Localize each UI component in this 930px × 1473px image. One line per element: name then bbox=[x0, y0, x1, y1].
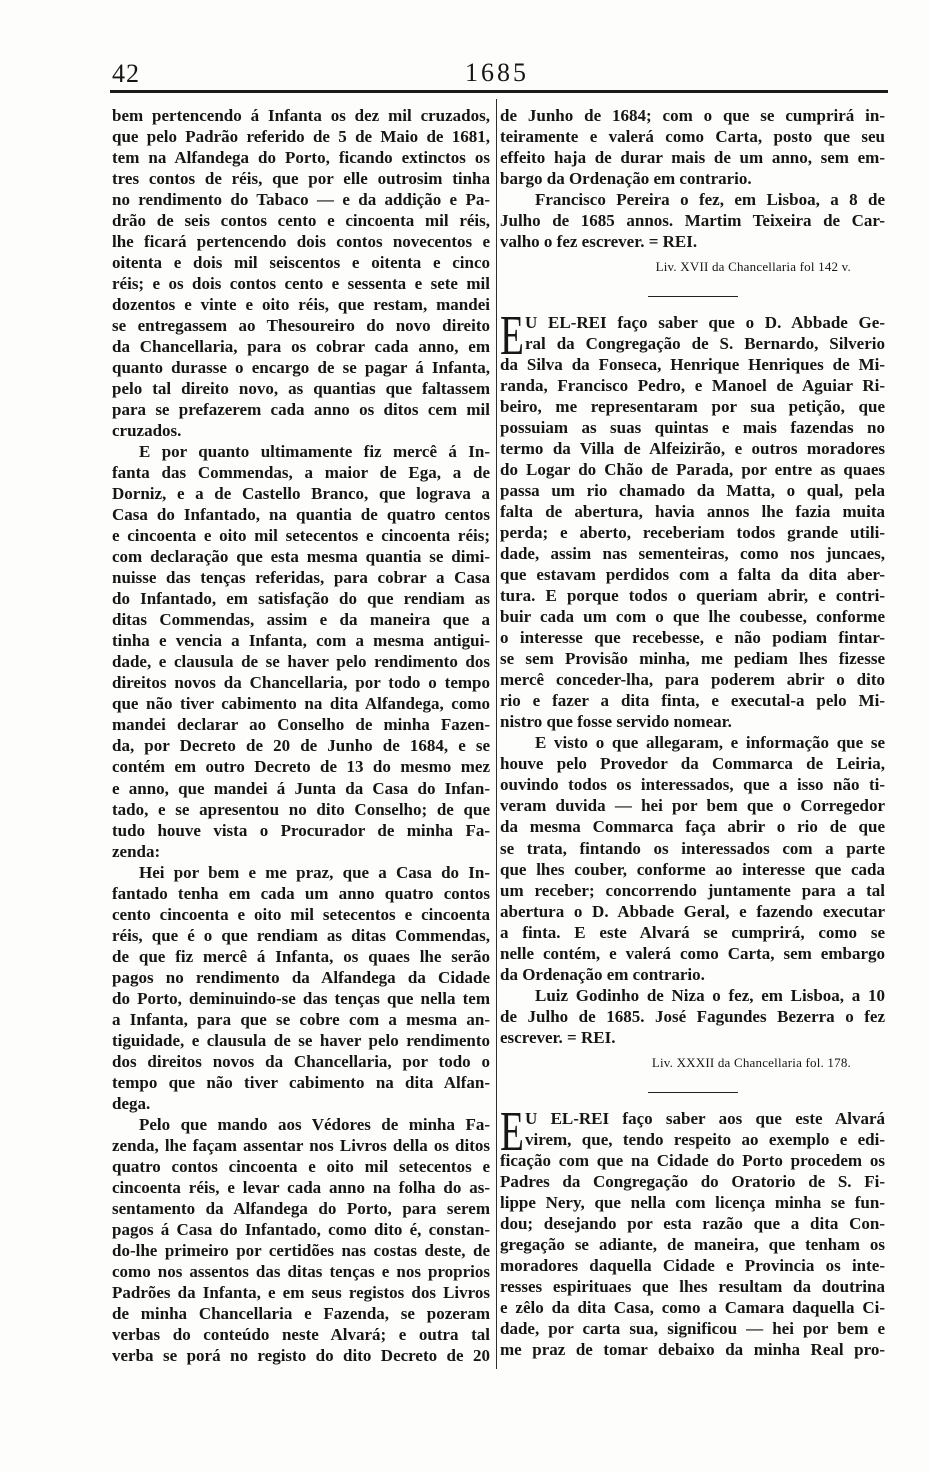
line-text: Padres da Congregação do Oratorio de S. Fi- bbox=[500, 1171, 885, 1191]
line-text: com declaração que esta mesma quantia se dimi- bbox=[112, 547, 490, 567]
text-line bbox=[112, 883, 490, 904]
signature-paragraph bbox=[500, 189, 885, 252]
text-line bbox=[112, 483, 490, 504]
line-text: tudo houve vista o Procurador de minha Fa- bbox=[112, 820, 490, 840]
text-line bbox=[500, 105, 885, 126]
text-line bbox=[112, 441, 490, 462]
text-line bbox=[500, 1255, 885, 1276]
line-text: houve pelo Provedor da Commarca de Leiria, bbox=[500, 754, 885, 774]
left-column bbox=[112, 105, 490, 1366]
line-text: tres contos de réis, que por elle outrosim tinha bbox=[112, 169, 490, 189]
line-text: dade, por carta sua, significou — hei por bem e bbox=[500, 1318, 885, 1338]
line-text: e anno, que mandei á Junta da Casa do Infan- bbox=[112, 778, 490, 798]
text-line bbox=[500, 231, 885, 252]
text-line bbox=[500, 1150, 885, 1171]
text-line bbox=[500, 333, 885, 354]
text-line bbox=[500, 147, 885, 168]
text-line bbox=[500, 126, 885, 147]
text-line bbox=[112, 1156, 490, 1177]
line-text: tempo que não tiver cabimento na dita Alfan- bbox=[112, 1072, 490, 1092]
text-line bbox=[112, 1177, 490, 1198]
line-text: do-lhe primeiro por certidões nas costas deste, de bbox=[112, 1240, 490, 1260]
line-text: réis, que é o que rendiam as ditas Commendas, bbox=[112, 925, 490, 945]
line-text: dega. bbox=[112, 1093, 151, 1113]
paragraph bbox=[112, 1114, 490, 1366]
text-line bbox=[112, 946, 490, 967]
paragraph bbox=[112, 862, 490, 1114]
line-text: réis; e os dois contos cento e sessenta e sete mil bbox=[112, 274, 490, 294]
text-line bbox=[112, 126, 490, 147]
text-line bbox=[500, 438, 885, 459]
line-text: do Porto, deminuindo-se das tenças que nella tem bbox=[112, 988, 490, 1008]
line-text: Francisco Pereira o fez, em Lisboa, a 8 de bbox=[535, 190, 885, 210]
text-line bbox=[500, 795, 885, 816]
drop-cap: E bbox=[500, 305, 524, 368]
line-text: zenda, lhe façam assentar nos Livros della os ditos bbox=[112, 1135, 490, 1155]
line-text: se entregassem ao Thesoureiro do novo direito bbox=[112, 316, 490, 336]
line-text: a Infanta, para que se cobre com a mesma an- bbox=[112, 1009, 490, 1029]
text-line bbox=[112, 1072, 490, 1093]
line-text: de Junho de 1684; com o que se cumprirá in- bbox=[500, 106, 885, 125]
text-line bbox=[112, 588, 490, 609]
text-line bbox=[500, 880, 885, 901]
section-separator bbox=[648, 1092, 738, 1093]
line-text: de minha Chancellaria e Fazenda, se pozeram bbox=[112, 1303, 490, 1323]
text-line bbox=[500, 964, 885, 985]
line-text: Pelo que mando aos Védores de minha Fa- bbox=[139, 1114, 490, 1134]
line-text: dade, assim nas sementeiras, como nos juncaes, bbox=[500, 544, 885, 564]
line-text: nistro que fosse servido nomear. bbox=[500, 712, 732, 732]
text-line bbox=[500, 1276, 885, 1297]
text-line bbox=[112, 273, 490, 294]
line-text: fantado tenha em cada um anno quatro contos bbox=[112, 883, 490, 903]
text-line bbox=[500, 1108, 885, 1129]
line-text: ficação com que na Cidade do Porto procedem os bbox=[500, 1150, 885, 1170]
text-line bbox=[500, 417, 885, 438]
header-rule bbox=[110, 90, 888, 93]
text-line bbox=[500, 1027, 885, 1048]
text-line bbox=[112, 147, 490, 168]
line-text: se sem Provisão minha, me pediam lhes fizesse bbox=[500, 649, 885, 669]
text-line bbox=[500, 816, 885, 837]
line-text: lippe Nery, que nella com licença minha se fun- bbox=[500, 1192, 885, 1212]
line-text: a finta. E este Alvará se cumprirá, como se bbox=[500, 922, 885, 942]
line-text: tado, e se apresentou no dito Conselho; de que bbox=[112, 799, 490, 819]
text-line bbox=[500, 1213, 885, 1234]
text-line bbox=[500, 543, 885, 564]
text-line bbox=[500, 189, 885, 210]
line-text: ral da Congregação de S. Bernardo, Silverio bbox=[525, 334, 885, 354]
line-text: dos direitos novos da Chancellaria, por todo o bbox=[112, 1051, 490, 1071]
text-line bbox=[500, 922, 885, 943]
text-line bbox=[112, 862, 490, 883]
line-text: pagos no rendimento da Alfandega da Cidade bbox=[112, 967, 490, 987]
line-text: do Infantado, em satisfação do que rendiam as bbox=[112, 589, 490, 609]
line-text: U EL-REI faço saber que o D. Abbade Ge- bbox=[525, 313, 885, 333]
line-text: que lhes couber, conforme ao interesse que cada bbox=[500, 859, 885, 879]
text-line bbox=[500, 1006, 885, 1027]
line-text: tem na Alfandega do Porto, ficando extinctos os bbox=[112, 148, 490, 168]
text-line bbox=[500, 210, 885, 231]
line-text: de Julho de 1685. José Fagundes Bezerra o fez bbox=[500, 1006, 885, 1026]
text-line bbox=[112, 1051, 490, 1072]
text-line bbox=[112, 820, 490, 841]
line-text: ouvindo todos os interessados, que a isso não ti- bbox=[500, 775, 885, 795]
line-text: veram duvida — hei por bem que o Corregedor bbox=[500, 796, 885, 816]
line-text: escrever. = REI. bbox=[500, 1027, 616, 1047]
line-text: drão de seis contos cento e cincoenta mil réis, bbox=[112, 211, 490, 231]
text-line bbox=[112, 1324, 490, 1345]
line-text: tura. E porque todos o queriam abrir, e contri- bbox=[500, 586, 885, 606]
text-line bbox=[112, 1240, 490, 1261]
text-line bbox=[112, 841, 490, 862]
line-text: e zêlo da dita Casa, como a Camara daquella Ci- bbox=[500, 1297, 885, 1317]
text-line bbox=[500, 711, 885, 732]
text-line bbox=[112, 1093, 490, 1114]
text-line bbox=[112, 1261, 490, 1282]
text-line bbox=[500, 501, 885, 522]
text-line bbox=[112, 420, 490, 441]
line-text: nuisse das tenças referidas, para cobrar a Casa bbox=[112, 568, 490, 588]
line-text: E por quanto ultimamente fiz mercê á In- bbox=[139, 442, 490, 462]
text-line bbox=[112, 1114, 490, 1135]
line-text: zenda: bbox=[112, 841, 161, 861]
text-line bbox=[112, 672, 490, 693]
text-line bbox=[500, 1171, 885, 1192]
text-line bbox=[500, 774, 885, 795]
text-line bbox=[112, 567, 490, 588]
line-text: valho o fez escrever. = REI. bbox=[500, 232, 698, 252]
paragraph bbox=[500, 105, 885, 189]
page-number: 42 bbox=[112, 59, 140, 88]
decree-section bbox=[500, 305, 885, 1073]
right-column bbox=[500, 105, 885, 1360]
line-text: gregação se adiante, de maneira, que tenham os bbox=[500, 1234, 885, 1254]
signature-paragraph bbox=[500, 985, 885, 1048]
line-text: que não tiver cabimento na dita Alfandega, como bbox=[112, 694, 490, 714]
text-line bbox=[500, 522, 885, 543]
text-line bbox=[112, 714, 490, 735]
line-text: Dorniz, e a de Castello Branco, que lograva a bbox=[112, 484, 490, 504]
line-text: pelo tal direito novo, as quantias que faltassem bbox=[112, 379, 490, 399]
text-line bbox=[500, 627, 885, 648]
line-text: rio e fazer a dita finta, e executal-a pelo Mi- bbox=[500, 691, 885, 711]
text-line bbox=[112, 357, 490, 378]
text-line bbox=[500, 168, 885, 189]
line-text: abertura o D. Abbade Geral, e fazendo executar bbox=[500, 901, 885, 921]
text-line bbox=[112, 462, 490, 483]
line-text: cruzados. bbox=[112, 421, 182, 441]
line-text: bem pertencendo á Infanta os dez mil cruzados, bbox=[112, 106, 490, 125]
text-line bbox=[500, 1297, 885, 1318]
line-text: que pelo Padrão referido de 5 de Maio de 1681, bbox=[112, 127, 490, 147]
line-text: ditas Commendas, assim e da maneira que a bbox=[112, 610, 490, 630]
text-line bbox=[500, 859, 885, 880]
running-head-year: 1685 bbox=[465, 58, 529, 87]
line-text: mandei declarar ao Conselho de minha Fazen- bbox=[112, 715, 490, 735]
text-line bbox=[112, 210, 490, 231]
line-text: contém em outro Decreto de 13 do mesmo mez bbox=[112, 757, 490, 777]
text-line bbox=[500, 585, 885, 606]
text-line bbox=[112, 378, 490, 399]
line-text: Julho de 1685 annos. Martim Teixeira de Car- bbox=[500, 211, 885, 231]
line-text: verba se porá no registo do dito Decreto de 20 bbox=[112, 1345, 490, 1365]
line-text: lhe ficará pertencendo dois contos novecentos e bbox=[112, 232, 490, 252]
line-text: que estavam perdidos com a falta da dita aber- bbox=[500, 565, 885, 585]
line-text: cincoenta réis, e levar cada anno na folha do as- bbox=[112, 1177, 490, 1197]
text-line bbox=[500, 312, 885, 333]
line-text: beiro, me representaram por sua petição, que bbox=[500, 397, 885, 417]
text-line bbox=[112, 799, 490, 820]
text-line bbox=[500, 901, 885, 922]
line-text: pagos á Casa do Infantado, como dito é, constan- bbox=[112, 1219, 490, 1239]
text-line bbox=[500, 480, 885, 501]
line-text: U EL-REI faço saber aos que este Alvará bbox=[525, 1108, 885, 1128]
line-text: dade, e clausula de se haver pelo rendimento dos bbox=[112, 652, 490, 672]
line-text: do Logar do Chão de Parada, por entre as quaes bbox=[500, 460, 885, 480]
line-text: um receber; concorrendo juntamente para a tal bbox=[500, 880, 885, 900]
line-text: bargo da Ordenação em contrario. bbox=[500, 169, 752, 189]
text-line bbox=[112, 925, 490, 946]
text-line bbox=[112, 756, 490, 777]
line-text: direitos novos da Chancellaria, por todo o tempo bbox=[112, 673, 490, 693]
text-line bbox=[500, 648, 885, 669]
text-line bbox=[112, 778, 490, 799]
text-line bbox=[500, 1339, 885, 1360]
line-text: randa, Francisco Pedro, e Manoel de Aguiar Ri- bbox=[500, 376, 885, 396]
text-line bbox=[500, 669, 885, 690]
line-text: como nos assentos das ditas tenças e nos proprios bbox=[112, 1261, 490, 1281]
line-text: e cincoenta e oito mil setecentos e cincoenta réis; bbox=[112, 526, 490, 546]
line-text: no rendimento do Tabaco — e da addição e Pa- bbox=[112, 190, 490, 210]
line-text: Casa do Infantado, na quantia de quatro centos bbox=[112, 505, 490, 525]
paragraph bbox=[500, 1108, 885, 1360]
column-divider bbox=[496, 99, 497, 1369]
text-line bbox=[500, 1129, 885, 1150]
line-text: quanto durasse o encargo de se pagar á Infanta, bbox=[112, 358, 490, 378]
text-line bbox=[112, 399, 490, 420]
line-text: o interesse que recebesse, e não podiam fintar- bbox=[500, 628, 885, 648]
decree-section bbox=[500, 1100, 885, 1360]
text-line bbox=[112, 967, 490, 988]
text-line bbox=[500, 1192, 885, 1213]
text-line bbox=[112, 189, 490, 210]
text-line bbox=[500, 690, 885, 711]
text-line bbox=[112, 336, 490, 357]
text-line bbox=[112, 315, 490, 336]
line-text: perda; e aberto, receberiam todos grande utili- bbox=[500, 523, 885, 543]
text-line bbox=[112, 651, 490, 672]
source-citation: Liv. XVII da Chancellaria fol 142 v. bbox=[655, 259, 851, 275]
text-line bbox=[112, 546, 490, 567]
line-text: da mesma Commarca faça abrir o rio de que bbox=[500, 817, 885, 837]
line-text: para se prefazerem cada anno os ditos cem mil bbox=[112, 400, 490, 420]
text-line bbox=[500, 375, 885, 396]
text-line bbox=[112, 1198, 490, 1219]
text-line bbox=[112, 988, 490, 1009]
line-text: fanta das Commendas, a maior de Ega, a de bbox=[112, 463, 490, 483]
line-text: verbas do conteúdo neste Alvará; e outra tal bbox=[112, 1324, 490, 1344]
text-line bbox=[112, 693, 490, 714]
text-line bbox=[500, 753, 885, 774]
line-text: falta de abertura, havia annos lhe fazia muita bbox=[500, 502, 885, 522]
text-line bbox=[500, 606, 885, 627]
drop-cap: E bbox=[500, 1100, 524, 1163]
line-text: me praz de tomar debaixo da minha Real pro- bbox=[500, 1339, 885, 1359]
line-text: quatro contos cincoenta e oito mil setecentos e bbox=[112, 1156, 490, 1176]
line-text: Hei por bem e me praz, que a Casa do In- bbox=[139, 862, 490, 882]
text-line bbox=[500, 396, 885, 417]
line-text: da Chancellaria, para os cobrar cada anno, em bbox=[112, 337, 490, 357]
paragraph bbox=[112, 441, 490, 861]
text-line bbox=[500, 354, 885, 375]
text-line bbox=[112, 168, 490, 189]
text-line bbox=[500, 943, 885, 964]
text-line bbox=[112, 1009, 490, 1030]
text-line bbox=[500, 985, 885, 1006]
line-text: Padrões da Infanta, e em seus registos dos Livros bbox=[112, 1282, 490, 1302]
text-line bbox=[112, 294, 490, 315]
section-separator bbox=[648, 296, 738, 297]
text-line bbox=[112, 609, 490, 630]
paragraph bbox=[112, 105, 490, 441]
text-line bbox=[112, 231, 490, 252]
line-text: da, por Decreto de 20 de Junho de 1684, e se bbox=[112, 736, 490, 756]
paragraph bbox=[500, 732, 885, 984]
text-line bbox=[112, 1135, 490, 1156]
line-text: mercê conceder-lha, para poderem abrir o dito bbox=[500, 670, 885, 690]
text-line bbox=[112, 1030, 490, 1051]
line-text: dou; desejando por esta razão que a dita Con- bbox=[500, 1213, 885, 1233]
text-line bbox=[112, 735, 490, 756]
line-text: tiguidade, e clausula de se haver pelo rendimento bbox=[112, 1030, 490, 1050]
line-text: se trata, fintando os interessados com a parte bbox=[500, 838, 885, 858]
line-text: passa um rio chamado da Matta, o qual, pela bbox=[500, 481, 885, 501]
text-line bbox=[112, 904, 490, 925]
text-line bbox=[112, 1345, 490, 1366]
line-text: oitenta e dois mil seiscentos e oitenta e cinco bbox=[112, 253, 490, 273]
line-text: tinha e vencia a Infanta, com a mesma antigui- bbox=[112, 631, 490, 651]
line-text: teiramente e valerá como Carta, posto que seu bbox=[500, 127, 885, 147]
line-text: da Silva da Fonseca, Henrique Henriques de Mi- bbox=[500, 355, 885, 375]
text-line bbox=[112, 252, 490, 273]
text-line bbox=[112, 525, 490, 546]
line-text: Luiz Godinho de Niza o fez, em Lisboa, a 10 bbox=[535, 985, 885, 1005]
paragraph bbox=[500, 312, 885, 732]
line-text: termo da Villa de Alfeizirão, e outros moradores bbox=[500, 439, 885, 459]
text-line bbox=[112, 1282, 490, 1303]
text-line bbox=[112, 105, 490, 126]
line-text: cento cincoenta e oito mil setecentos e cincoenta bbox=[112, 904, 490, 924]
line-text: nelle contém, e valerá como Carta, sem embargo bbox=[500, 943, 885, 963]
line-text: de que fiz mercê á Infanta, os quaes lhe serão bbox=[112, 946, 490, 966]
line-text: resses espirituaes que lhes resultam da doutrina bbox=[500, 1276, 885, 1296]
text-line bbox=[500, 732, 885, 753]
text-line bbox=[500, 564, 885, 585]
line-text: dozentos e vinte e oito réis, que restam, mandei bbox=[112, 295, 490, 315]
line-text: E visto o que allegaram, e informação que se bbox=[535, 733, 885, 753]
line-text: sentamento da Alfandega do Porto, para serem bbox=[112, 1198, 490, 1218]
decree-section bbox=[500, 105, 885, 277]
text-line bbox=[112, 1303, 490, 1324]
text-line bbox=[500, 838, 885, 859]
line-text: virem, que, tendo respeito ao exemplo e edi- bbox=[525, 1129, 885, 1149]
text-line bbox=[500, 1318, 885, 1339]
text-line bbox=[112, 504, 490, 525]
text-line bbox=[500, 459, 885, 480]
line-text: effeito haja de durar mais de um anno, sem em- bbox=[500, 148, 885, 168]
source-citation: Liv. XXXII da Chancellaria fol. 178. bbox=[651, 1054, 851, 1070]
text-line bbox=[112, 1219, 490, 1240]
text-line bbox=[112, 630, 490, 651]
line-text: moradores daquella Cidade e Provincia os inte- bbox=[500, 1255, 885, 1275]
text-line bbox=[500, 1234, 885, 1255]
line-text: buir cada um com o que lhe coubesse, conforme bbox=[500, 607, 885, 627]
line-text: possuiam as suas quintas e mais fazendas no bbox=[500, 418, 885, 438]
line-text: da Ordenação em contrario. bbox=[500, 964, 705, 984]
